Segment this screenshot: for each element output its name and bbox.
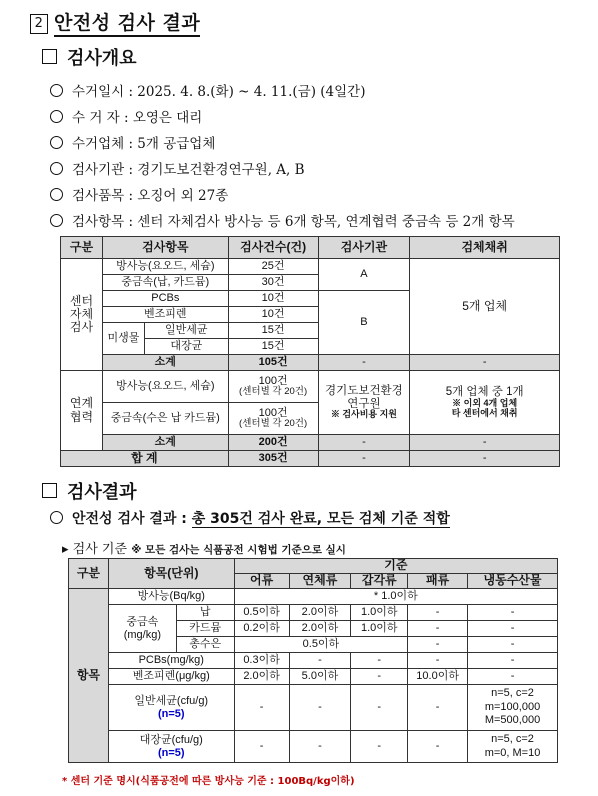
center-self-test-label: 센터 자체 검사 xyxy=(61,259,103,371)
circle-bullet-icon xyxy=(50,214,63,227)
cell-count: 30건 xyxy=(228,275,318,291)
cell-value: 0.5이하 xyxy=(234,605,289,621)
cell-value: - xyxy=(408,605,468,621)
overview-item-institution: 검사기관 : 경기도보건환경연구원, A, B xyxy=(50,158,305,178)
overview-item-date: 수거일시 : 2025. 4. 8.(화) ~ 4. 11.(금) (4일간) xyxy=(50,80,365,100)
cell-value: 5.0이하 xyxy=(289,669,351,685)
cell-count: 100건 (센터별 각 20건) xyxy=(228,371,318,403)
th-frozen: 냉동수산물 xyxy=(468,574,558,589)
cell-value: 2.0이하 xyxy=(289,605,351,621)
cell-frozen-coliform: n=5, c=2 m=0, M=10 xyxy=(468,731,558,763)
cell-item: 방사능(요오드, 세슘) xyxy=(102,259,228,275)
th-standard: 기준 xyxy=(234,559,557,574)
cell-value: - xyxy=(289,731,351,763)
section-title-text: 안전성 검사 결과 xyxy=(54,12,200,37)
cell-value: - xyxy=(468,605,558,621)
cell-pcbs: PCBs(mg/kg) xyxy=(108,653,234,669)
cell-radiation-value: * 1.0이하 xyxy=(234,589,557,605)
cell-value: - xyxy=(408,731,468,763)
cell-value: - xyxy=(468,669,558,685)
inspection-overview-table xyxy=(60,236,560,467)
th-item: 검사항목 xyxy=(102,237,228,259)
th-division: 구분 xyxy=(69,559,109,589)
square-bullet-icon xyxy=(42,483,57,498)
overview-item-collector: 수 거 자 : 오영은 대리 xyxy=(50,106,202,126)
cell-item: 중금속(수은 납 카드뮴) xyxy=(102,403,228,435)
cell-value: - xyxy=(408,637,468,653)
cell-subtotal-count: 105건 xyxy=(228,355,318,371)
cell-value: - xyxy=(408,653,468,669)
cell-count: 15건 xyxy=(228,323,318,339)
cell-value: - xyxy=(289,653,351,669)
cell-dash: - xyxy=(318,435,410,451)
cell-frozen-bacteria: n=5, c=2 m=100,000 M=500,000 xyxy=(468,685,558,731)
cell-value: 0.3이하 xyxy=(234,653,289,669)
th-item-unit: 항목(단위) xyxy=(108,559,234,589)
cell-value: - xyxy=(351,669,408,685)
cell-item: PCBs xyxy=(102,291,228,307)
cell-value: - xyxy=(289,685,351,731)
cell-microbe: 미생물 xyxy=(102,323,144,355)
cell-lead: 납 xyxy=(176,605,234,621)
square-bullet-icon xyxy=(42,49,57,64)
th-fish: 어류 xyxy=(234,574,289,589)
cell-value: - xyxy=(351,653,408,669)
cell-item: 일반세균 xyxy=(144,323,228,339)
cell-subtotal-count: 200건 xyxy=(228,435,318,451)
circle-bullet-icon xyxy=(50,188,63,201)
cell-value: - xyxy=(468,653,558,669)
cell-value: 0.2이하 xyxy=(234,621,289,637)
cell-radiation: 방사능(Bq/kg) xyxy=(108,589,234,605)
th-division: 구분 xyxy=(61,237,103,259)
section-title xyxy=(30,8,200,35)
th-count: 검사건수(건) xyxy=(228,237,318,259)
cell-general-bacteria: 일반세균(cfu/g) (n=5) xyxy=(108,685,234,731)
cell-value: 1.0이하 xyxy=(351,605,408,621)
cell-dash: - xyxy=(410,451,560,467)
cell-value: - xyxy=(351,685,408,731)
circle-bullet-icon xyxy=(50,136,63,149)
cooperation-label: 연계 협력 xyxy=(61,371,103,451)
cell-dash: - xyxy=(318,355,410,371)
th-shellfish: 패류 xyxy=(408,574,468,589)
cell-total-count: 305건 xyxy=(228,451,318,467)
cell-value: 1.0이하 xyxy=(351,621,408,637)
cell-subtotal: 소계 xyxy=(102,355,228,371)
cell-count: 100건 (센터별 각 20건) xyxy=(228,403,318,435)
cell-value: 10.0이하 xyxy=(408,669,468,685)
th-sampling: 검체채취 xyxy=(410,237,560,259)
cell-value: - xyxy=(351,731,408,763)
cell-count: 10건 xyxy=(228,307,318,323)
section-number: 2 xyxy=(30,14,48,34)
cell-item: 대장균 xyxy=(144,339,228,355)
overview-item-tests: 검사항목 : 센터 자체검사 방사능 등 6개 항목, 연계협력 중금속 등 2개 항목 xyxy=(50,210,515,230)
cell-dash: - xyxy=(410,435,560,451)
cell-value: - xyxy=(234,685,289,731)
cell-count: 25건 xyxy=(228,259,318,275)
circle-bullet-icon xyxy=(50,511,63,524)
cell-value: - xyxy=(468,621,558,637)
cell-value: - xyxy=(468,637,558,653)
cell-value: 0.5이하 xyxy=(234,637,408,653)
cell-cadmium: 카드뮴 xyxy=(176,621,234,637)
cell-item: 벤조피렌 xyxy=(102,307,228,323)
overview-item-products: 검사품목 : 오징어 외 27종 xyxy=(50,184,228,204)
cell-value: 2.0이하 xyxy=(234,669,289,685)
cell-dash: - xyxy=(318,451,410,467)
results-heading: 검사결과 xyxy=(42,478,137,504)
circle-bullet-icon xyxy=(50,162,63,175)
cell-institution-b: B xyxy=(318,291,410,355)
cell-heavy-metal: 중금속 (mg/kg) xyxy=(108,605,176,653)
cell-mercury: 총수은 xyxy=(176,637,234,653)
cell-sampling: 5개 업체 xyxy=(410,259,560,355)
circle-bullet-icon xyxy=(50,110,63,123)
cell-benzopyrene: 벤조피렌(μg/kg) xyxy=(108,669,234,685)
cell-subtotal: 소계 xyxy=(102,435,228,451)
triangle-bullet-icon: ▸ xyxy=(62,542,69,557)
th-institution: 검사기관 xyxy=(318,237,410,259)
th-mollusc: 연체류 xyxy=(289,574,351,589)
cell-coop-institution: 경기도보건환경 연구원 ※ 검사비용 지원 xyxy=(318,371,410,435)
cell-total: 합 계 xyxy=(61,451,229,467)
cell-value: 2.0이하 xyxy=(289,621,351,637)
rowhead-items: 항목 xyxy=(69,589,109,763)
cell-value: - xyxy=(408,685,468,731)
cell-count: 10건 xyxy=(228,291,318,307)
cell-value: - xyxy=(408,621,468,637)
th-crustacean: 갑각류 xyxy=(351,574,408,589)
cell-coop-sampling: 5개 업체 중 1개 ※ 이외 4개 업체 타 센터에서 채취 xyxy=(410,371,560,435)
footnote: * 센터 기준 명시(식품공전에 따른 방사능 기준 : 100Bq/kg이하) xyxy=(62,776,355,787)
circle-bullet-icon xyxy=(50,84,63,97)
overview-heading: 검사개요 xyxy=(42,44,137,70)
cell-dash: - xyxy=(410,355,560,371)
cell-value: - xyxy=(234,731,289,763)
cell-institution-a: A xyxy=(318,259,410,291)
cell-count: 15건 xyxy=(228,339,318,355)
cell-item: 중금속(납, 카드뮴) xyxy=(102,275,228,291)
cell-item: 방사능(요오드, 세슘) xyxy=(102,371,228,403)
standards-table xyxy=(68,558,558,763)
results-summary: 안전성 검사 결과 : 총 305건 검사 완료, 모든 검체 기준 적합 xyxy=(50,508,450,528)
overview-item-suppliers: 수거업체 : 5개 공급업체 xyxy=(50,132,215,152)
standard-line: ▸ 검사 기준 ※ 모든 검사는 식품공전 시험법 기준으로 실시 xyxy=(62,542,346,557)
cell-coliform: 대장균(cfu/g) (n=5) xyxy=(108,731,234,763)
